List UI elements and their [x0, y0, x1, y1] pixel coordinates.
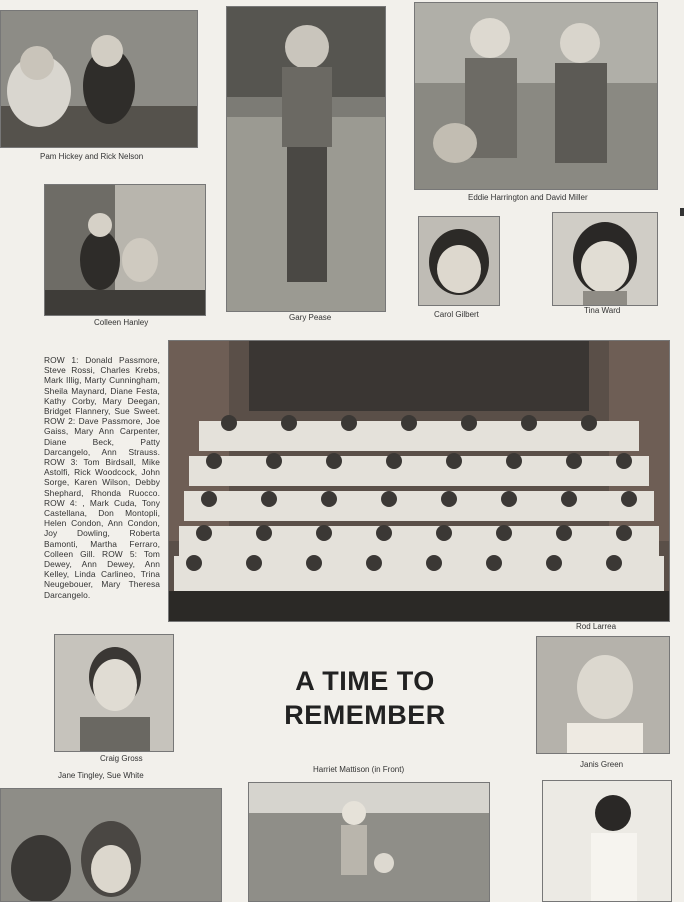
caption-jane-sue: Jane Tingley, Sue White	[58, 771, 144, 780]
class-roster-text: ROW 1: Donald Passmore, Steve Rossi, Charles Krebs, Mark Illig, Marty Cunningham, Sheila Maynard, Diane Festa, Kathy Corby, Mary Deegan, Bridget Flannery, Sue Sweet. ROW 2: Dave Passmore, Joe Gaiss, Mary Ann Carpenter, Diane Beck, Patty Darcangelo, Ann Strauss. ROW 3: Tom Birdsall, Mike Astolfi, Rick Woodcock, John Sorge, Karen Wilson, Debby Shephard, Rhonda Ruocco. ROW 4: , Mark Cuda, Tony Castellana, Don Montopli, Helen Condon, Ann Condon, Joy Dowling, Roberta Bamonti, Martha Ferraro, Colleen Gill. ROW 5: Tom Dewey, Ann Dewey, Ann Kelley, Linda Carlineo, Trina Neugebouer, Mary Theresa Darcangelo.	[44, 355, 160, 600]
photo-bottom-right	[542, 780, 672, 902]
caption-harriet: Harriet Mattison (in Front)	[313, 765, 405, 774]
photo-craig	[54, 634, 174, 752]
photo-gary	[226, 6, 386, 312]
photo-colleen	[44, 184, 206, 316]
headline-line-1: A TIME TO	[295, 666, 435, 696]
photo-pam-rick	[0, 10, 198, 148]
photo-bottom-left	[0, 788, 222, 902]
caption-tina: Tina Ward	[584, 306, 621, 315]
photo-janis	[536, 636, 670, 754]
caption-eddie-david: Eddie Harrington and David Miller	[468, 193, 588, 202]
binding-edge-mark	[680, 208, 684, 216]
page-headline	[240, 664, 490, 732]
class-group-photo	[168, 340, 670, 622]
caption-gary: Gary Pease	[289, 313, 332, 322]
photo-tina	[552, 212, 658, 306]
photo-carol	[418, 216, 500, 306]
photo-eddie-david	[414, 2, 658, 190]
caption-craig: Craig Gross	[100, 754, 143, 763]
caption-janis: Janis Green	[580, 760, 624, 769]
caption-rod: Rod Larrea	[576, 622, 617, 631]
headline-line-2: REMEMBER	[284, 700, 446, 730]
caption-pam-rick: Pam Hickey and Rick Nelson	[40, 152, 144, 161]
caption-carol: Carol Gilbert	[434, 310, 479, 319]
photo-harriet	[248, 782, 490, 902]
caption-colleen: Colleen Hanley	[94, 318, 149, 327]
